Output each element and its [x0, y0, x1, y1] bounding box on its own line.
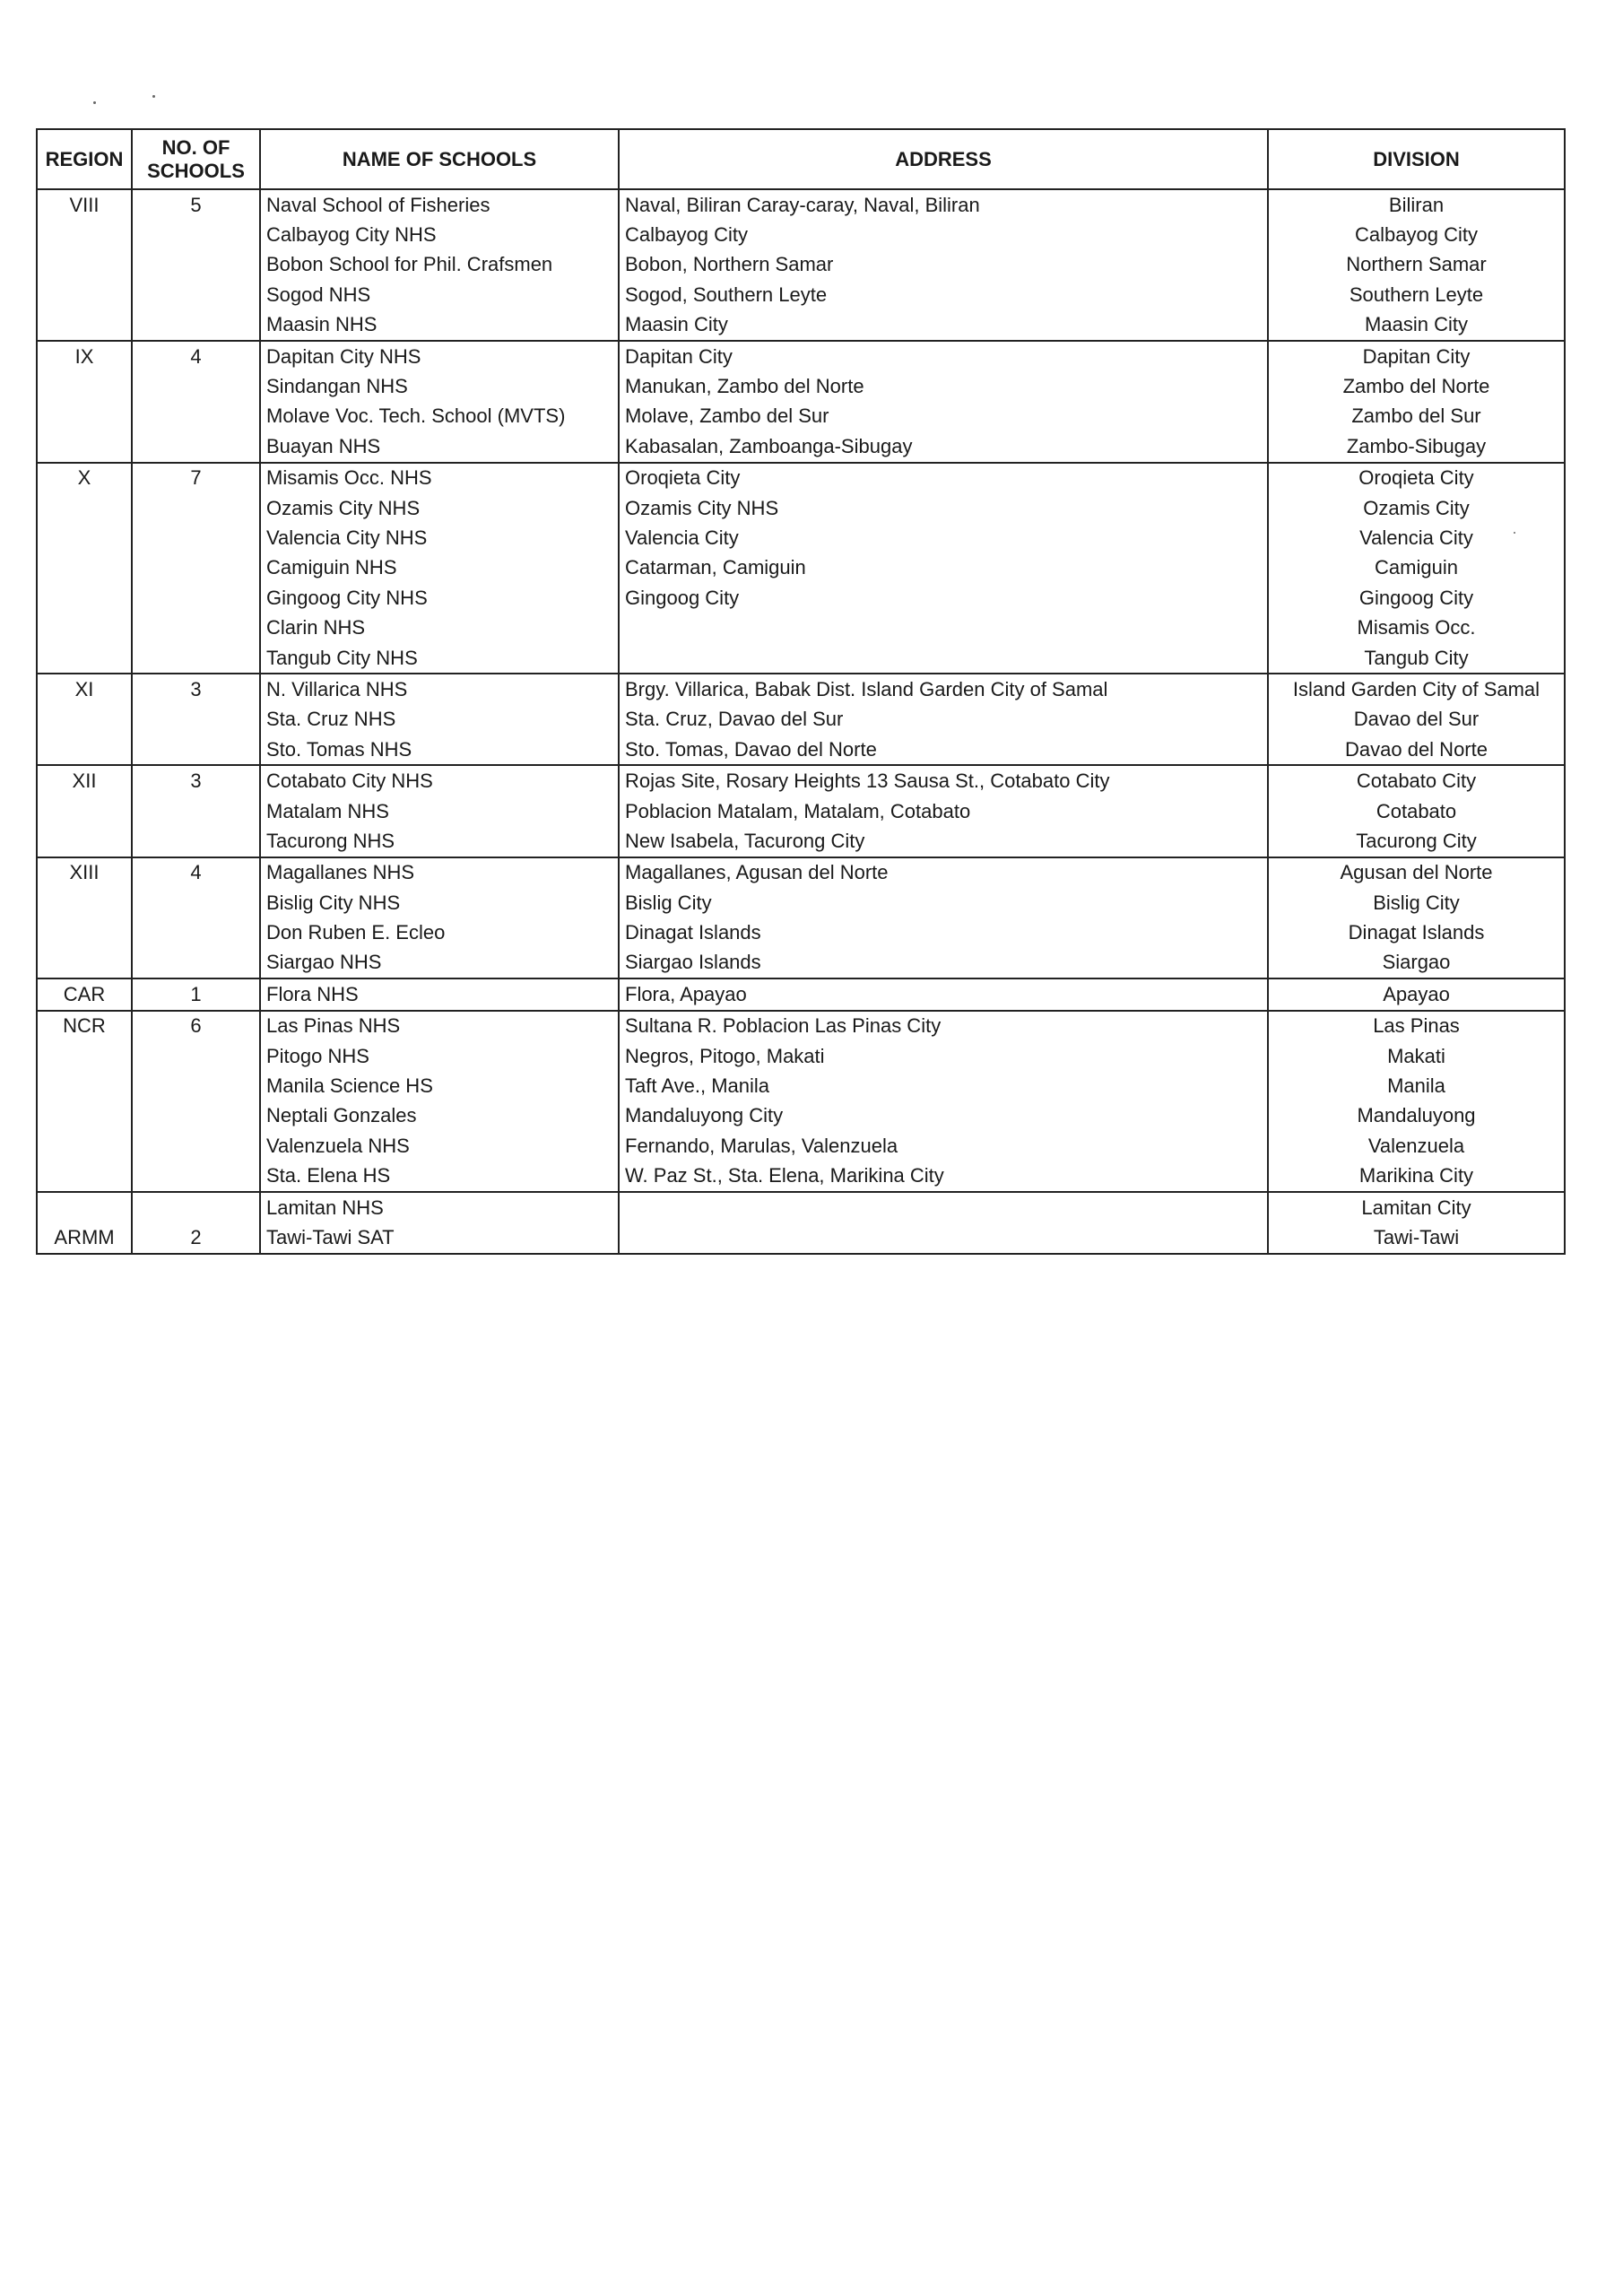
- address-cell: Flora, Apayao: [619, 978, 1268, 1010]
- header-name-of-schools: NAME OF SCHOOLS: [260, 129, 619, 189]
- table-row: [37, 463, 1565, 493]
- region-cell: [37, 1041, 132, 1071]
- division-cell: Davao del Sur: [1268, 705, 1565, 735]
- address-cell: Mandaluyong City: [619, 1101, 1268, 1131]
- schools-table: [36, 128, 1566, 1255]
- school-name-cell: Sogod NHS: [260, 280, 619, 309]
- table-row: [37, 1161, 1565, 1192]
- region-cell: [37, 1131, 132, 1161]
- school-name-cell: Sindangan NHS: [260, 371, 619, 401]
- scan-speck: [93, 101, 96, 104]
- table-row: [37, 826, 1565, 857]
- school-count-cell: [132, 310, 260, 341]
- division-cell: Maasin City: [1268, 310, 1565, 341]
- school-count-cell: [132, 643, 260, 674]
- division-cell: Valenzuela: [1268, 1131, 1565, 1161]
- table-row: [37, 431, 1565, 462]
- division-cell: Manila: [1268, 1071, 1565, 1100]
- division-cell: Zambo-Sibugay: [1268, 431, 1565, 462]
- table-row: [37, 888, 1565, 918]
- region-cell: [37, 220, 132, 249]
- address-cell: [619, 1222, 1268, 1253]
- address-cell: Bobon, Northern Samar: [619, 250, 1268, 280]
- division-cell: Oroqieta City: [1268, 463, 1565, 493]
- school-count-cell: [132, 553, 260, 583]
- school-count-cell: [132, 250, 260, 280]
- division-cell: Misamis Occ.: [1268, 613, 1565, 642]
- table-row: [37, 1192, 1565, 1222]
- table-row: [37, 857, 1565, 888]
- address-cell: New Isabela, Tacurong City: [619, 826, 1268, 857]
- table-row: [37, 493, 1565, 523]
- region-cell: IX: [37, 341, 132, 371]
- region-cell: [37, 1192, 132, 1222]
- address-cell: Fernando, Marulas, Valenzuela: [619, 1131, 1268, 1161]
- table-body: [37, 189, 1565, 1254]
- address-cell: Maasin City: [619, 310, 1268, 341]
- school-name-cell: Lamitan NHS: [260, 1192, 619, 1222]
- region-cell: [37, 796, 132, 826]
- address-cell: Manukan, Zambo del Norte: [619, 371, 1268, 401]
- school-count-cell: [132, 735, 260, 765]
- school-count-cell: [132, 1161, 260, 1192]
- region-cell: [37, 705, 132, 735]
- address-cell: Naval, Biliran Caray-caray, Naval, Biliran: [619, 189, 1268, 220]
- school-count-cell: [132, 826, 260, 857]
- address-cell: [619, 1192, 1268, 1222]
- address-cell: Sta. Cruz, Davao del Sur: [619, 705, 1268, 735]
- division-cell: Apayao: [1268, 978, 1565, 1010]
- division-cell: Biliran: [1268, 189, 1565, 220]
- table-row: [37, 1041, 1565, 1071]
- school-count-cell: [132, 523, 260, 552]
- school-count-cell: [132, 918, 260, 947]
- school-count-cell: 5: [132, 189, 260, 220]
- division-cell: Tacurong City: [1268, 826, 1565, 857]
- table-row: [37, 250, 1565, 280]
- region-cell: [37, 371, 132, 401]
- region-cell: [37, 948, 132, 978]
- header-division: DIVISION: [1268, 129, 1565, 189]
- school-name-cell: Naval School of Fisheries: [260, 189, 619, 220]
- school-count-cell: 3: [132, 674, 260, 704]
- region-cell: [37, 250, 132, 280]
- table-row: [37, 1071, 1565, 1100]
- school-name-cell: Tacurong NHS: [260, 826, 619, 857]
- address-cell: Sto. Tomas, Davao del Norte: [619, 735, 1268, 765]
- division-cell: Zambo del Norte: [1268, 371, 1565, 401]
- school-name-cell: Pitogo NHS: [260, 1041, 619, 1071]
- school-name-cell: Manila Science HS: [260, 1071, 619, 1100]
- address-cell: Bislig City: [619, 888, 1268, 918]
- division-cell: Bislig City: [1268, 888, 1565, 918]
- table-row: [37, 1131, 1565, 1161]
- division-cell: Tangub City: [1268, 643, 1565, 674]
- school-count-cell: [132, 1192, 260, 1222]
- region-cell: [37, 1071, 132, 1100]
- school-name-cell: Matalam NHS: [260, 796, 619, 826]
- address-cell: Kabasalan, Zamboanga-Sibugay: [619, 431, 1268, 462]
- school-count-cell: [132, 1101, 260, 1131]
- division-cell: Cotabato: [1268, 796, 1565, 826]
- region-cell: [37, 1161, 132, 1192]
- region-cell: [37, 493, 132, 523]
- region-cell: [37, 583, 132, 613]
- school-count-cell: [132, 613, 260, 642]
- header-num-line2: SCHOOLS: [147, 159, 245, 182]
- school-name-cell: N. Villarica NHS: [260, 674, 619, 704]
- address-cell: Catarman, Camiguin: [619, 553, 1268, 583]
- school-count-cell: 4: [132, 341, 260, 371]
- division-cell: Dapitan City: [1268, 341, 1565, 371]
- table-row: [37, 402, 1565, 431]
- school-name-cell: Gingoog City NHS: [260, 583, 619, 613]
- table-row: [37, 583, 1565, 613]
- division-cell: Lamitan City: [1268, 1192, 1565, 1222]
- region-cell: [37, 826, 132, 857]
- table-row: [37, 796, 1565, 826]
- school-name-cell: Bobon School for Phil. Crafsmen: [260, 250, 619, 280]
- school-count-cell: [132, 220, 260, 249]
- table-row: [37, 280, 1565, 309]
- school-count-cell: 1: [132, 978, 260, 1010]
- table-row: [37, 341, 1565, 371]
- region-cell: [37, 431, 132, 462]
- school-name-cell: Siargao NHS: [260, 948, 619, 978]
- table-row: [37, 643, 1565, 674]
- school-name-cell: Magallanes NHS: [260, 857, 619, 888]
- school-count-cell: [132, 1131, 260, 1161]
- school-name-cell: Don Ruben E. Ecleo: [260, 918, 619, 947]
- table-row: [37, 371, 1565, 401]
- region-cell: XIII: [37, 857, 132, 888]
- address-cell: Valencia City: [619, 523, 1268, 552]
- division-cell: Tawi-Tawi: [1268, 1222, 1565, 1253]
- division-cell: Calbayog City: [1268, 220, 1565, 249]
- address-cell: Poblacion Matalam, Matalam, Cotabato: [619, 796, 1268, 826]
- address-cell: Magallanes, Agusan del Norte: [619, 857, 1268, 888]
- table-row: [37, 735, 1565, 765]
- school-name-cell: Clarin NHS: [260, 613, 619, 642]
- region-cell: ARMM: [37, 1222, 132, 1253]
- school-name-cell: Sta. Cruz NHS: [260, 705, 619, 735]
- address-cell: Sogod, Southern Leyte: [619, 280, 1268, 309]
- division-cell: Zambo del Sur: [1268, 402, 1565, 431]
- address-cell: Oroqieta City: [619, 463, 1268, 493]
- header-number-of-schools: [132, 129, 260, 189]
- table-row: [37, 948, 1565, 978]
- division-cell: Valencia City: [1268, 523, 1565, 552]
- division-cell: Gingoog City: [1268, 583, 1565, 613]
- region-cell: [37, 1101, 132, 1131]
- school-name-cell: Molave Voc. Tech. School (MVTS): [260, 402, 619, 431]
- school-count-cell: [132, 431, 260, 462]
- school-count-cell: [132, 280, 260, 309]
- region-cell: XI: [37, 674, 132, 704]
- school-count-cell: [132, 948, 260, 978]
- table-row: [37, 310, 1565, 341]
- region-cell: XII: [37, 765, 132, 796]
- table-row: [37, 553, 1565, 583]
- address-cell: W. Paz St., Sta. Elena, Marikina City: [619, 1161, 1268, 1192]
- address-cell: [619, 643, 1268, 674]
- school-count-cell: 3: [132, 765, 260, 796]
- school-name-cell: Sta. Elena HS: [260, 1161, 619, 1192]
- school-name-cell: Valenzuela NHS: [260, 1131, 619, 1161]
- division-cell: Cotabato City: [1268, 765, 1565, 796]
- address-cell: Rojas Site, Rosary Heights 13 Sausa St., Cotabato City: [619, 765, 1268, 796]
- division-cell: Camiguin: [1268, 553, 1565, 583]
- table-row: [37, 1101, 1565, 1131]
- header-region: REGION: [37, 129, 132, 189]
- region-cell: VIII: [37, 189, 132, 220]
- table-row: [37, 918, 1565, 947]
- school-count-cell: 7: [132, 463, 260, 493]
- region-cell: [37, 402, 132, 431]
- school-count-cell: [132, 705, 260, 735]
- address-cell: Siargao Islands: [619, 948, 1268, 978]
- table-row: [37, 189, 1565, 220]
- school-count-cell: 2: [132, 1222, 260, 1253]
- school-count-cell: [132, 583, 260, 613]
- school-name-cell: Maasin NHS: [260, 310, 619, 341]
- school-count-cell: [132, 402, 260, 431]
- school-name-cell: Camiguin NHS: [260, 553, 619, 583]
- address-cell: Brgy. Villarica, Babak Dist. Island Garden City of Samal: [619, 674, 1268, 704]
- school-count-cell: [132, 371, 260, 401]
- school-name-cell: Bislig City NHS: [260, 888, 619, 918]
- school-name-cell: Sto. Tomas NHS: [260, 735, 619, 765]
- school-count-cell: [132, 1071, 260, 1100]
- region-cell: [37, 643, 132, 674]
- table-row: [37, 1222, 1565, 1253]
- school-name-cell: Flora NHS: [260, 978, 619, 1010]
- header-row: [37, 129, 1565, 189]
- school-count-cell: [132, 796, 260, 826]
- region-cell: CAR: [37, 978, 132, 1010]
- scan-speck: [152, 95, 155, 98]
- school-count-cell: [132, 493, 260, 523]
- address-cell: Taft Ave., Manila: [619, 1071, 1268, 1100]
- division-cell: Southern Leyte: [1268, 280, 1565, 309]
- division-cell: Dinagat Islands: [1268, 918, 1565, 947]
- school-count-cell: [132, 1041, 260, 1071]
- school-list-document: [36, 128, 1566, 1255]
- division-cell: Agusan del Norte: [1268, 857, 1565, 888]
- school-name-cell: Ozamis City NHS: [260, 493, 619, 523]
- region-cell: [37, 735, 132, 765]
- school-name-cell: Neptali Gonzales: [260, 1101, 619, 1131]
- address-cell: Ozamis City NHS: [619, 493, 1268, 523]
- region-cell: [37, 310, 132, 341]
- division-cell: Island Garden City of Samal: [1268, 674, 1565, 704]
- header-num-line1: NO. OF: [161, 135, 230, 159]
- table-row: [37, 978, 1565, 1010]
- address-cell: Calbayog City: [619, 220, 1268, 249]
- school-count-cell: 4: [132, 857, 260, 888]
- region-cell: [37, 613, 132, 642]
- region-cell: X: [37, 463, 132, 493]
- address-cell: Negros, Pitogo, Makati: [619, 1041, 1268, 1071]
- table-row: [37, 765, 1565, 796]
- school-name-cell: Valencia City NHS: [260, 523, 619, 552]
- region-cell: [37, 523, 132, 552]
- table-row: [37, 674, 1565, 704]
- school-count-cell: [132, 888, 260, 918]
- table-row: [37, 1011, 1565, 1041]
- division-cell: Northern Samar: [1268, 250, 1565, 280]
- table-row: [37, 705, 1565, 735]
- division-cell: Mandaluyong: [1268, 1101, 1565, 1131]
- division-cell: Makati: [1268, 1041, 1565, 1071]
- division-cell: Davao del Norte: [1268, 735, 1565, 765]
- division-cell: Marikina City: [1268, 1161, 1565, 1192]
- division-cell: Siargao: [1268, 948, 1565, 978]
- school-name-cell: Dapitan City NHS: [260, 341, 619, 371]
- school-name-cell: Calbayog City NHS: [260, 220, 619, 249]
- address-cell: [619, 613, 1268, 642]
- region-cell: [37, 280, 132, 309]
- address-cell: Dinagat Islands: [619, 918, 1268, 947]
- table-row: [37, 523, 1565, 552]
- school-name-cell: Buayan NHS: [260, 431, 619, 462]
- school-name-cell: Cotabato City NHS: [260, 765, 619, 796]
- address-cell: Molave, Zambo del Sur: [619, 402, 1268, 431]
- region-cell: [37, 888, 132, 918]
- address-cell: Gingoog City: [619, 583, 1268, 613]
- school-count-cell: 6: [132, 1011, 260, 1041]
- header-address: ADDRESS: [619, 129, 1268, 189]
- address-cell: Dapitan City: [619, 341, 1268, 371]
- division-cell: Las Pinas: [1268, 1011, 1565, 1041]
- table-row: [37, 220, 1565, 249]
- region-cell: [37, 553, 132, 583]
- school-name-cell: Misamis Occ. NHS: [260, 463, 619, 493]
- school-name-cell: Tawi-Tawi SAT: [260, 1222, 619, 1253]
- address-cell: Sultana R. Poblacion Las Pinas City: [619, 1011, 1268, 1041]
- table-row: [37, 613, 1565, 642]
- school-name-cell: Tangub City NHS: [260, 643, 619, 674]
- region-cell: NCR: [37, 1011, 132, 1041]
- region-cell: [37, 918, 132, 947]
- school-name-cell: Las Pinas NHS: [260, 1011, 619, 1041]
- division-cell: Ozamis City: [1268, 493, 1565, 523]
